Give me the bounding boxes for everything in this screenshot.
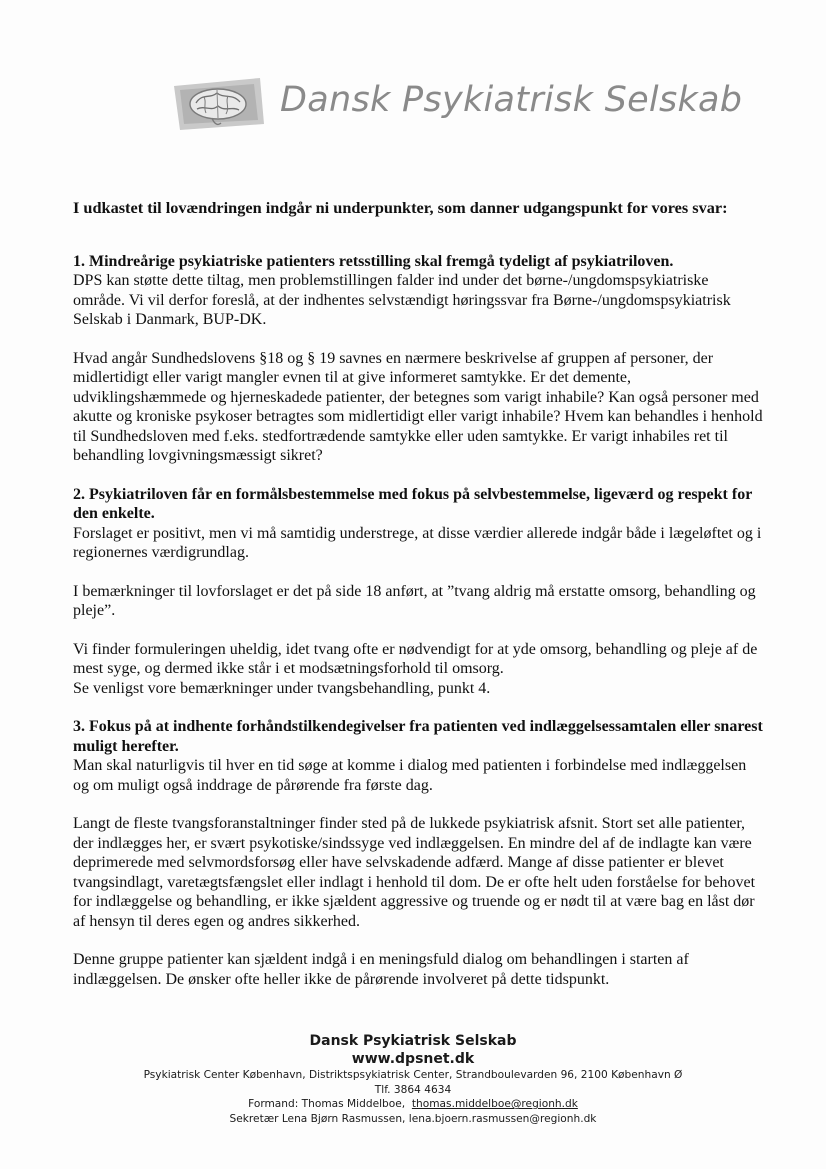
section-3-paragraph: Denne gruppe patienter kan sjældent indgå i en meningsfuld dialog om behandlingen i starten af indlæggelsen. De ønsker ofte heller ikke de pårørende involveret på dette tidspunkt. xyxy=(73,951,689,988)
chair-email-link[interactable]: thomas.middelboe@regionh.dk xyxy=(411,1098,578,1111)
footer-org-name: Dansk Psykiatrisk Selskab xyxy=(309,1033,517,1049)
section-2-paragraph: Forslaget er positivt, men vi må samtidig understrege, at disse værdier allerede indgår både i lægeløftet og i regionernes værdigrundlag. xyxy=(73,524,762,561)
section-1-paragraph: DPS kan støtte dette tiltag, men problemstillingen falder ind under det børne-/ungdomspsykiatriske område. Vi vil derfor foreslå, at der indhentes selvstændigt høringssvar fra Børne-/ungdomspsykiatrisk Selskab i Danmark, BUP-DK. xyxy=(73,272,731,328)
footer-chair-label: Formand: Thomas Middelboe, xyxy=(248,1098,406,1111)
section-1-paragraph: Hvad angår Sundhedslovens §18 og § 19 savnes en nærmere beskrivelse af gruppen af personer, der midlertidigt eller varigt mangler evnen til at give informeret samtykke. Er det demente, udviklingshæmmede og hjerneskadede patienter, der betegnes som varigt inhabile? Kan også personer med akutte og kroniske psykoser betragtes som midlertidigt eller varigt inhabile? Hvem kan behandles i henhold til Sundhedsloven med f.eks. stedfortrædende samtykke eller uden samtykke. Er varigt inhabiles ret til behandling lovgivningsmæssigt sikret? xyxy=(73,349,763,464)
section-3-paragraph: Langt de fleste tvangsforanstaltninger finder sted på de lukkede psykiatrisk afsnit. Stort set alle patienter, der indlægges her, er svært psykotiske/sindssyge ved indlæggelsen. En mindre del af de indlagte kan være deprimerede med selvmordsforsøg eller have selvskadende adfærd. Mange af disse patienter er blevet tvangsindlagt, varetægtsfængslet eller indlagt i henhold til dom. De er ofte helt uden forståelse for behovet for indlæggelse og behandling, er ikke sjældent aggressive og truende og er nødt til at være bag en låst dør af hensyn til deres egen og andres sikkerhed. xyxy=(73,815,756,930)
section-3-paragraph: Man skal naturligvis til hver en tid søge at komme i dialog med patienten i forbindelse med indlæggelsen og om muligt også inddrage de pårørende fra første dag. xyxy=(73,757,747,794)
footer-address: Psykiatrisk Center København, Distriktspsykiatrisk Center, Strandboulevarden 96, 2100 København Ø xyxy=(143,1069,683,1081)
letterhead xyxy=(168,76,743,138)
footer-chair xyxy=(0,1097,826,1112)
footer-secretary: Sekretær Lena Bjørn Rasmussen, lena.bjoern.rasmussen@regionh.dk xyxy=(229,1112,597,1125)
section-2-heading: 2. Psykiatriloven får en formålsbestemmelse med fokus på selvbestemmelse, ligeværd og respekt for den enkelte. xyxy=(73,485,753,522)
section-3-heading: 3. Fokus på at indhente forhåndstilkendegivelser fra patienten ved indlæggelsessamtalen eller snarest muligt herefter. xyxy=(73,718,763,755)
section-2-paragraph: I bemærkninger til lovforslaget er det på side 18 anført, at ”tvang aldrig må erstatte omsorg, behandling og pleje”. xyxy=(73,582,756,619)
footer-phone: Tlf. 3864 4634 xyxy=(374,1083,452,1096)
intro-heading: I udkastet til lovændringen indgår ni underpunkter, som danner udgangspunkt for vores svar: xyxy=(73,198,728,217)
footer-website-link[interactable]: www.dpsnet.dk xyxy=(351,1051,475,1067)
org-name: Dansk Psykiatrisk Selskab xyxy=(280,80,743,120)
brain-icon xyxy=(168,76,268,132)
footer xyxy=(0,1032,826,1126)
section-2-paragraph: Se venligst vore bemærkninger under tvangsbehandling, punkt 4. xyxy=(73,679,491,697)
letter-body xyxy=(73,198,763,989)
section-1-heading: 1. Mindreårige psykiatriske patienters retsstilling skal fremgå tydeligt af psykiatriloven. xyxy=(73,252,674,270)
section-2-paragraph: Vi finder formuleringen uheldig, idet tvang ofte er nødvendigt for at yde omsorg, behandling og pleje af de mest syge, og dermed ikke står i et modsætningsforhold til omsorg. xyxy=(73,640,758,677)
